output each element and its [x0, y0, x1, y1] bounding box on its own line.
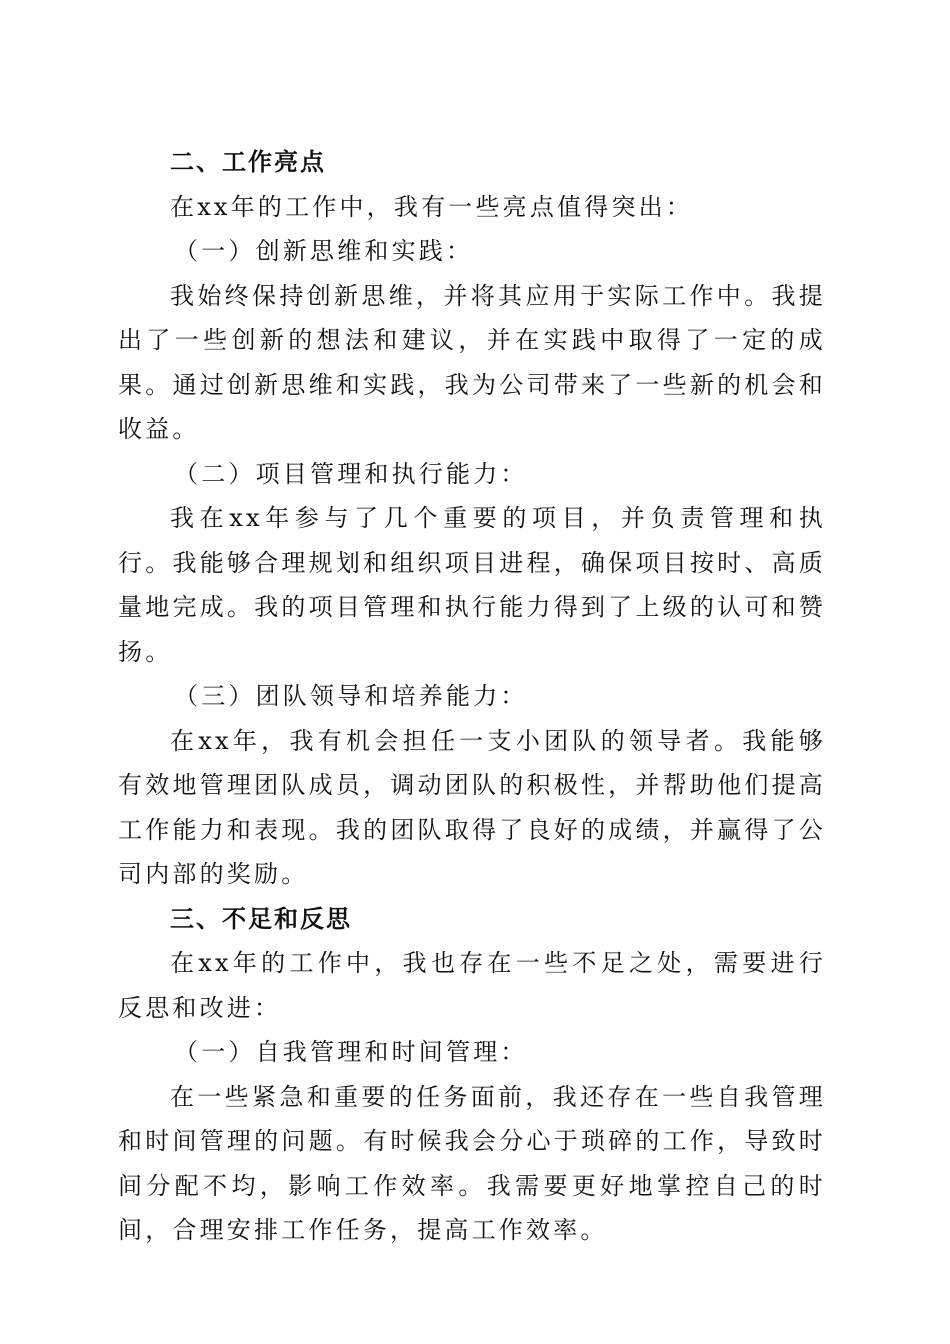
subsection-title: （一）自我管理和时间管理： — [174, 1038, 528, 1066]
subsection-title: （一）创新思维和实践： — [174, 237, 474, 265]
document-body — [118, 140, 826, 1253]
subsection-body: 在xx年，我有机会担任一支小团队的领导者。我能够有效地管理团队成员，调动团队的积极性，并帮助他们提高工作能力和表现。我的团队取得了良好的成绩，并赢得了公司内部的奖励。 — [118, 726, 826, 888]
section-intro: 在xx年的工作中，我有一些亮点值得突出： — [170, 192, 694, 221]
subsection-title: （二）项目管理和执行能力： — [174, 459, 528, 488]
section-intro: 在xx年的工作中，我也存在一些不足之处，需要进行反思和改进： — [118, 949, 826, 1022]
section-heading-highlights: 二、工作亮点 — [170, 148, 326, 176]
section-heading-shortcomings: 三、不足和反思 — [170, 904, 352, 933]
subsection-title: （三）团队领导和培养能力： — [174, 682, 528, 710]
subsection-body: 我在xx年参与了几个重要的项目，并负责管理和执行。我能够合理规划和组织项目进程，确保项目按时、高质量地完成。我的项目管理和执行能力得到了上级的认可和赞扬。 — [118, 504, 826, 666]
subsection-body: 在一些紧急和重要的任务面前，我还存在一些自我管理和时间管理的问题。有时候我会分心于琐碎的工作，导致时间分配不均，影响工作效率。我需要更好地掌控自己的时间，合理安排工作任务，提高工作效率。 — [118, 1082, 826, 1244]
subsection-body: 我始终保持创新思维，并将其应用于实际工作中。我提出了一些创新的想法和建议，并在实践中取得了一定的成果。通过创新思维和实践，我为公司带来了一些新的机会和收益。 — [118, 281, 826, 443]
